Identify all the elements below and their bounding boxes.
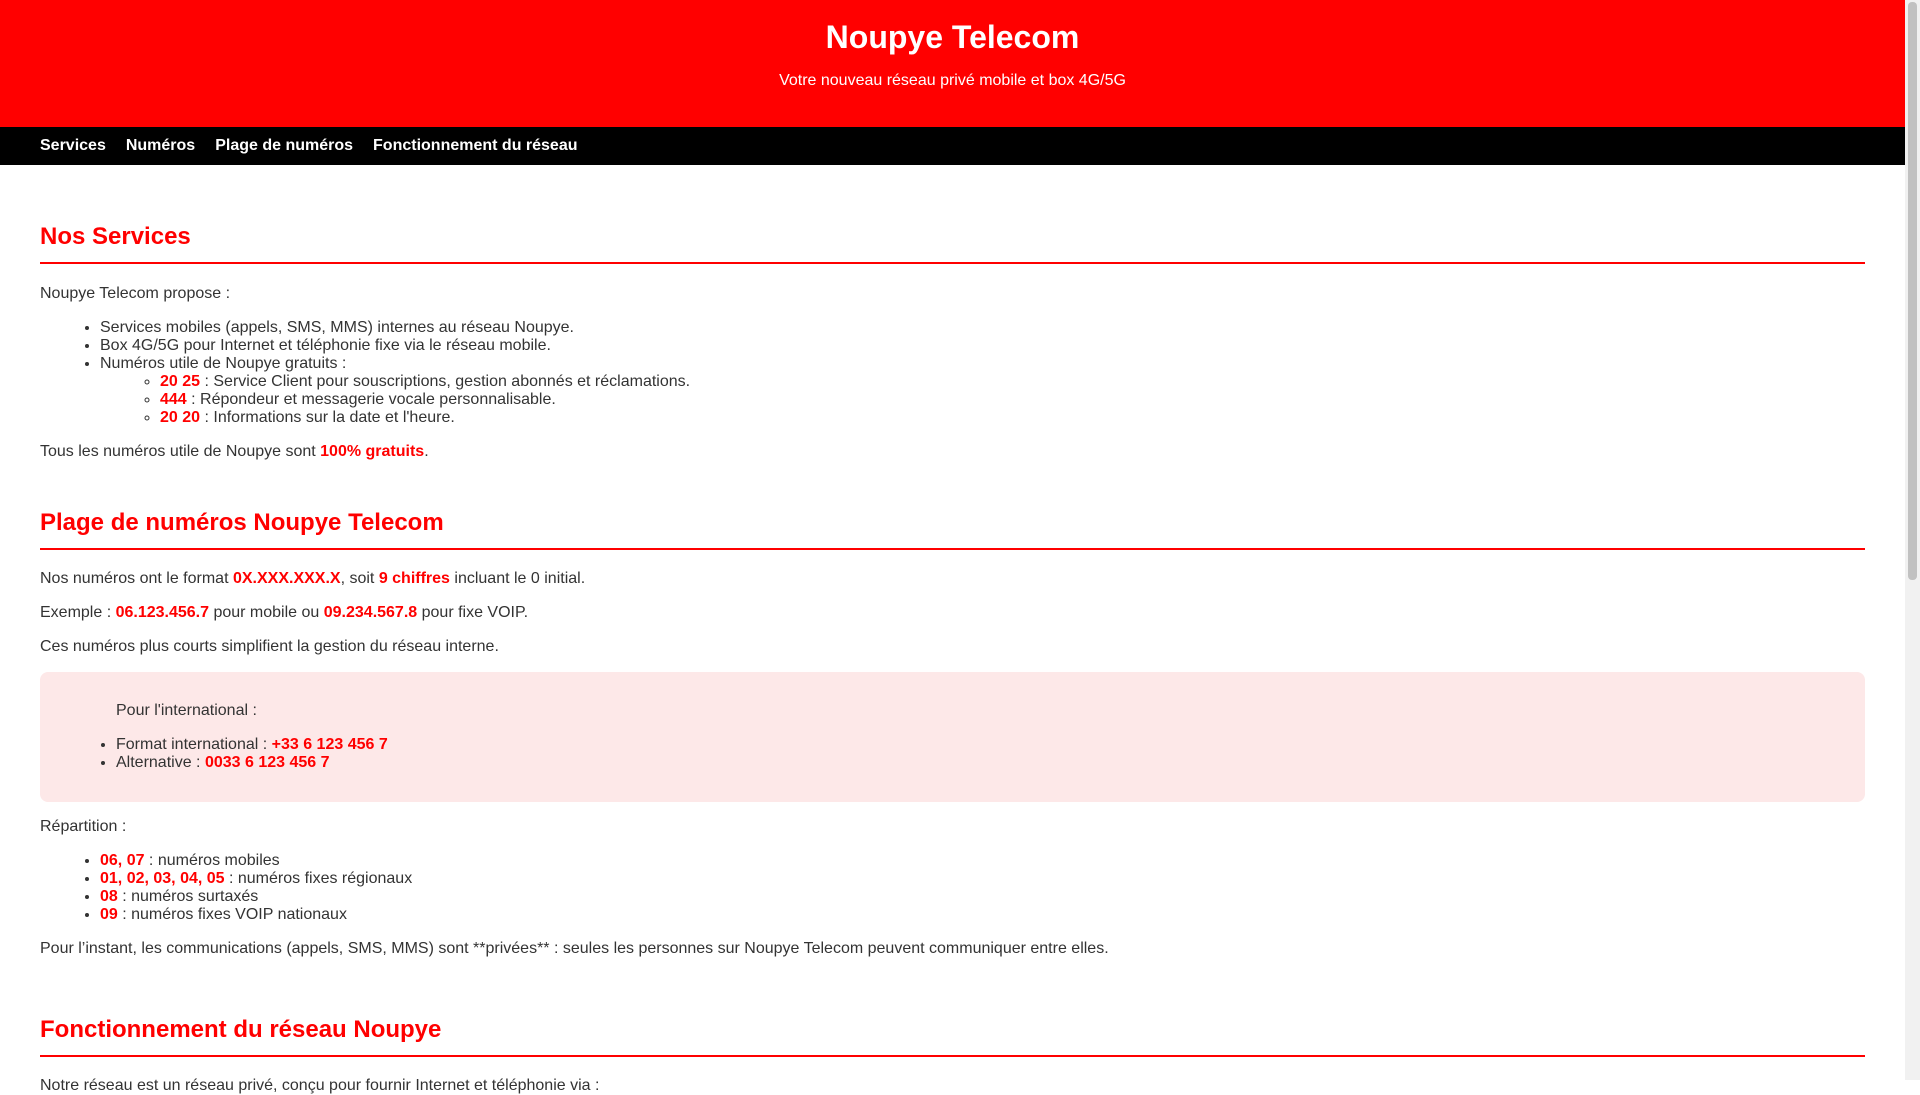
plage-section	[40, 461, 1865, 958]
nav-link-reseau[interactable]: Fonctionnement du réseau	[373, 137, 578, 154]
list-item	[100, 888, 1865, 906]
useful-number: 444	[160, 391, 187, 408]
prefix-desc: : numéros fixes VOIP nationaux	[117, 906, 347, 923]
useful-number-desc: : Informations sur la date et l'heure.	[200, 409, 455, 426]
list-item	[160, 373, 1865, 391]
useful-numbers-list	[100, 373, 1865, 427]
prefix-codes: 06, 07	[100, 852, 145, 869]
intl-label: Format international :	[116, 736, 272, 753]
example-line	[40, 604, 1865, 622]
plage-heading: Plage de numéros Noupye Telecom	[40, 509, 1865, 550]
list-item	[116, 736, 1865, 754]
format-text: Nos numéros ont le format	[40, 570, 233, 587]
nav-link-services[interactable]: Services	[40, 137, 106, 154]
useful-numbers-label: Numéros utile de Noupye gratuits :	[100, 355, 347, 372]
services-list	[40, 319, 1865, 427]
format-text: incluant le 0 initial.	[449, 570, 586, 587]
format-digits: 9 chiffres	[378, 570, 450, 587]
prefix-codes: 08	[100, 888, 118, 905]
list-item	[160, 409, 1865, 427]
useful-number: 20 25	[160, 373, 201, 390]
prefix-codes: 09	[100, 906, 118, 923]
main-nav	[0, 127, 1905, 165]
site-subtitle: Votre nouveau réseau privé mobile et box 4G/5G	[779, 72, 1126, 89]
list-item	[116, 754, 1865, 772]
intl-label: Alternative :	[116, 754, 205, 771]
useful-number: 20 20	[160, 409, 201, 426]
main-content	[0, 165, 1905, 1095]
list-item	[160, 391, 1865, 409]
services-intro: Noupye Telecom propose :	[40, 285, 231, 302]
international-list	[116, 736, 1865, 772]
private-note: Pour l’instant, les communications (appels, SMS, MMS) sont **privées** : seules les personnes sur Noupye Telecom peuvent communiquer entre elles.	[40, 940, 1109, 957]
example-mobile: 06.123.456.7	[115, 604, 210, 621]
international-title: Pour l'international :	[116, 702, 257, 719]
format-value: 0X.XXX.XXX.X	[232, 570, 341, 587]
reseau-section	[40, 958, 1865, 1095]
site-header	[0, 0, 1905, 127]
free-note-highlight: 100% gratuits	[320, 443, 425, 460]
example-text: Exemple :	[40, 604, 116, 621]
list-item	[100, 870, 1865, 888]
scrollbar[interactable]	[1905, 0, 1920, 1080]
list-item: • Box 4G/5G pour Internet et téléphonie fixe via le réseau mobile.	[100, 337, 1865, 355]
format-text: , soit	[340, 570, 379, 587]
list-item	[100, 906, 1865, 924]
example-text: pour fixe VOIP.	[417, 604, 529, 621]
example-fixed: 09.234.567.8	[323, 604, 418, 621]
nav-link-plage[interactable]: Plage de numéros	[215, 137, 354, 154]
simplify-line: Ces numéros plus courts simplifient la gestion du réseau interne.	[40, 638, 499, 655]
prefix-codes: 01, 02, 03, 04, 05	[100, 870, 225, 887]
reseau-heading: Fonctionnement du réseau Noupye	[40, 1016, 1865, 1057]
intl-value: +33 6 123 456 7	[271, 736, 388, 753]
services-heading: Nos Services	[40, 223, 1865, 264]
prefix-desc: : numéros mobiles	[144, 852, 280, 869]
repartition-list	[40, 852, 1865, 924]
nav-link-numeros[interactable]: Numéros	[125, 137, 196, 154]
repartition-title: Répartition :	[40, 818, 127, 835]
intl-value: 0033 6 123 456 7	[204, 754, 330, 771]
free-note-end: .	[424, 443, 429, 460]
list-item	[100, 355, 1865, 427]
site-title: Noupye Telecom	[825, 19, 1080, 55]
reseau-intro: Notre réseau est un réseau privé, conçu pour fournir Internet et téléphonie via :	[40, 1077, 600, 1094]
free-note-text: Tous les numéros utile de Noupye sont	[40, 443, 321, 460]
services-section	[40, 165, 1865, 461]
useful-number-desc: : Répondeur et messagerie vocale personnalisable.	[186, 391, 556, 408]
international-callout	[40, 672, 1865, 802]
format-line	[40, 570, 1865, 588]
prefix-desc: : numéros surtaxés	[117, 888, 259, 905]
scrollbar-thumb[interactable]	[1908, 2, 1917, 580]
useful-number-desc: : Service Client pour souscriptions, gestion abonnés et réclamations.	[200, 373, 691, 390]
list-item	[100, 852, 1865, 870]
prefix-desc: : numéros fixes régionaux	[224, 870, 413, 887]
example-text: pour mobile ou	[209, 604, 324, 621]
list-item: • Services mobiles (appels, SMS, MMS) internes au réseau Noupye.	[100, 319, 1865, 337]
free-numbers-note	[40, 443, 1865, 461]
